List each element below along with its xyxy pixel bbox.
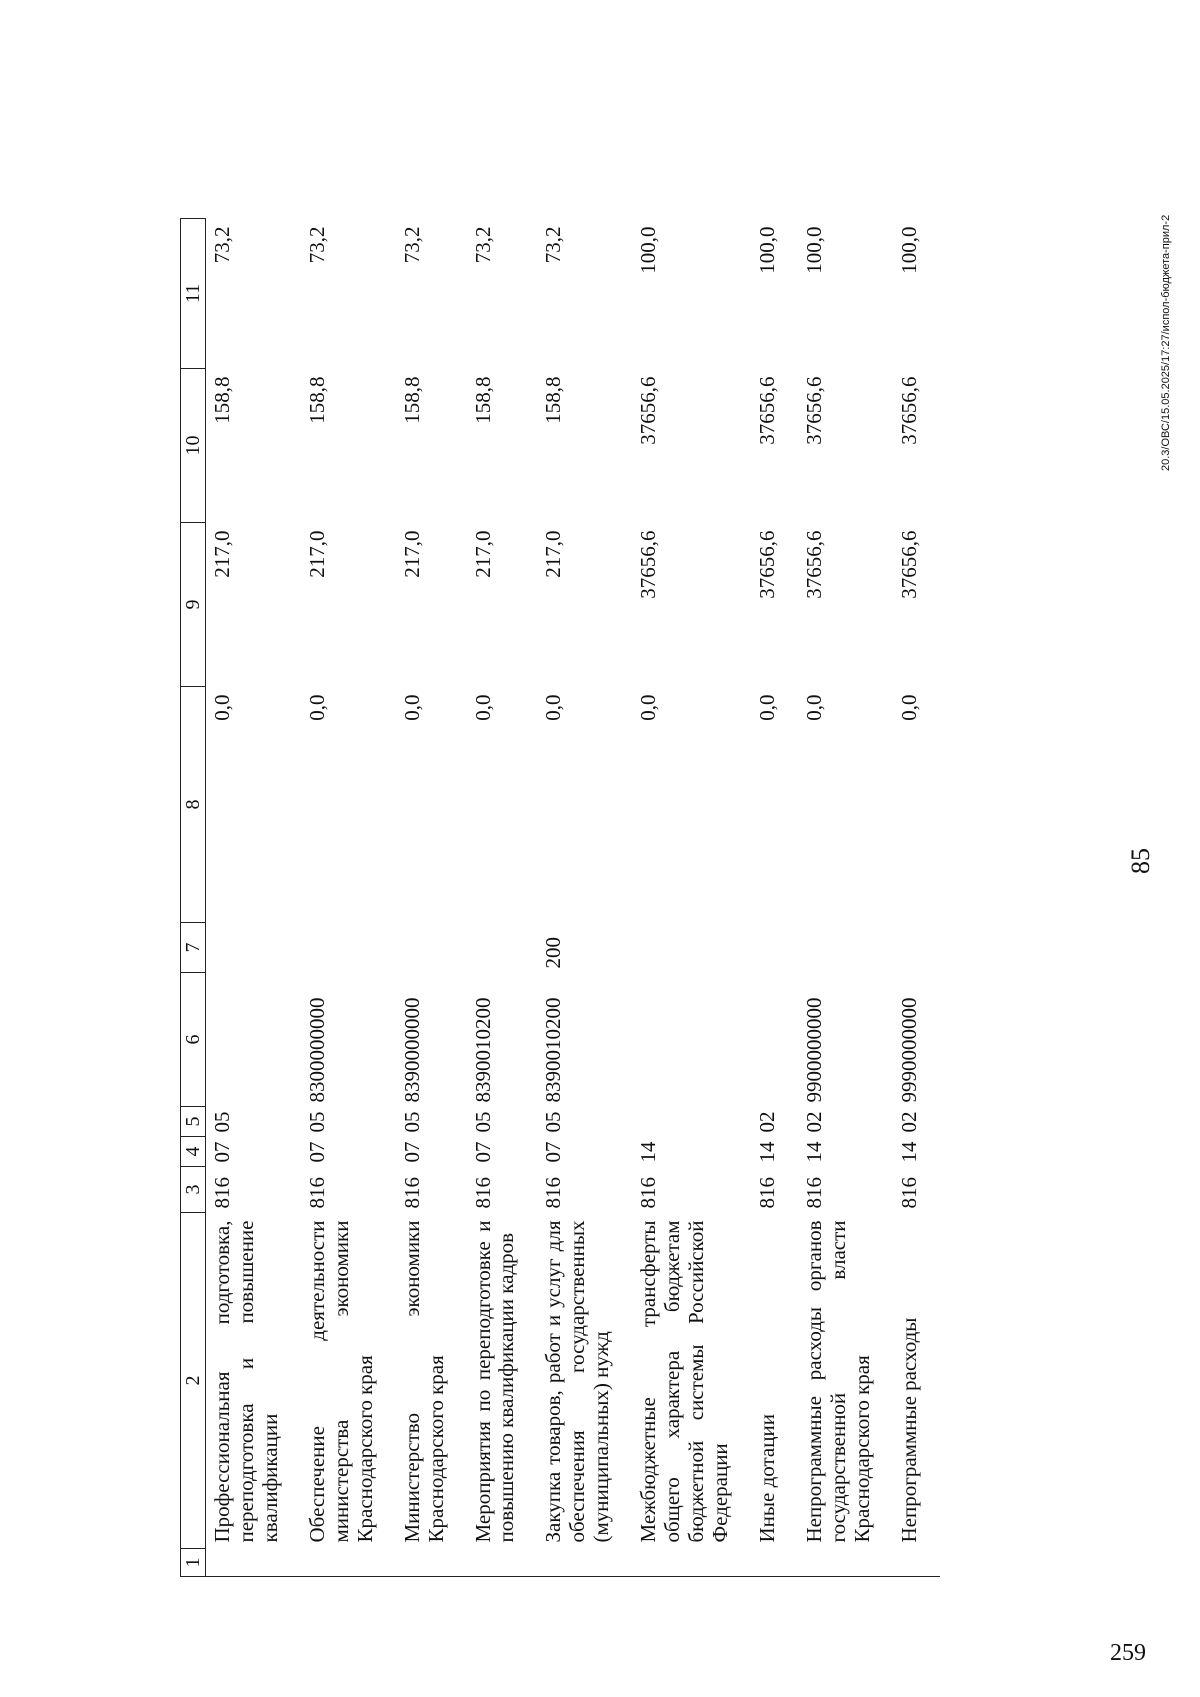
- approved-cell: 0,0: [896, 694, 921, 721]
- subsection-cell: 05: [399, 1111, 424, 1133]
- column-header-9: 9: [181, 523, 206, 687]
- plan-cell: 217,0: [470, 530, 495, 578]
- plan-cell: 37656,6: [896, 530, 921, 599]
- name-cell: Министерство экономики Краснодарского края: [399, 1220, 448, 1543]
- section-cell: 07: [210, 1141, 234, 1163]
- table-row: [467, 219, 538, 1577]
- table-row: [751, 219, 798, 1577]
- executed-cell: 37656,6: [636, 376, 661, 445]
- name-cell: Иные дотации: [754, 1414, 779, 1543]
- plan-cell: 217,0: [210, 530, 234, 578]
- ministry-code-cell: 816: [210, 1177, 234, 1209]
- executed-cell: 158,8: [470, 376, 495, 424]
- target-article-cell: 8390010200: [470, 997, 495, 1103]
- ministry-code-cell: 816: [304, 1177, 329, 1209]
- subsection-cell: [632, 1107, 751, 1137]
- target-article-cell: 9900000000: [801, 997, 826, 1103]
- section-cell: 07: [470, 1141, 495, 1163]
- approved-cell: 0,0: [210, 694, 234, 721]
- name-cell: Непрограммные расходы: [896, 1317, 921, 1543]
- expense-type-cell: [632, 923, 751, 973]
- executed-cell: 158,8: [304, 376, 329, 424]
- table-row: [396, 219, 467, 1577]
- row-number-cell: [893, 1549, 940, 1577]
- target-article-cell: [751, 973, 798, 1107]
- name-cell: Непрограммные расходы органов государственной власти Краснодарского края: [801, 1220, 874, 1543]
- approved-cell: 0,0: [636, 694, 661, 721]
- column-header-11: 11: [181, 219, 206, 369]
- column-header-2: 2: [181, 1213, 206, 1549]
- subsection-cell: 05: [541, 1111, 566, 1133]
- ministry-code-cell: 816: [470, 1177, 495, 1209]
- name-cell: Межбюджетные трансферты общего характера бюджетам бюджетной системы Российской Федерации: [636, 1220, 732, 1543]
- row-number-cell: [396, 1549, 467, 1577]
- ministry-code-cell: 816: [801, 1177, 826, 1209]
- column-header-6: 6: [181, 973, 206, 1107]
- table-row: [537, 219, 632, 1577]
- document-code: 20.3/ОВС/15.05.2025/17:27/испол-бюджета-прил-2: [1160, 214, 1172, 471]
- plan-cell: 217,0: [304, 530, 329, 578]
- column-header-10: 10: [181, 369, 206, 523]
- plan-cell: 217,0: [541, 530, 566, 578]
- percent-cell: 100,0: [896, 226, 921, 274]
- column-header-1: 1: [181, 1549, 206, 1577]
- subsection-cell: 05: [304, 1111, 329, 1133]
- ministry-code-cell: 816: [636, 1177, 661, 1209]
- table-row: [206, 219, 301, 1577]
- ministry-code-cell: 816: [896, 1177, 921, 1209]
- row-number-cell: [301, 1549, 396, 1577]
- table-row: [798, 219, 893, 1577]
- section-cell: 14: [754, 1141, 779, 1163]
- approved-cell: 0,0: [801, 694, 826, 721]
- column-header-3: 3: [181, 1167, 206, 1213]
- percent-cell: 100,0: [801, 226, 826, 274]
- sheet-number: 259: [1110, 1640, 1146, 1666]
- budget-table: [180, 218, 940, 1577]
- name-cell: Закупка товаров, работ и услуг для обеспечения государственных (муниципальных) нужд: [541, 1220, 614, 1543]
- name-cell: Мероприятия по переподготовке и повышению квалификации кадров: [470, 1220, 519, 1543]
- target-article-cell: 9990000000: [896, 997, 921, 1103]
- subsection-cell: 05: [470, 1111, 495, 1133]
- row-number-cell: [537, 1549, 632, 1577]
- section-cell: 07: [541, 1141, 566, 1163]
- page-number: 85: [1126, 848, 1155, 874]
- target-article-cell: 8390010200: [541, 997, 566, 1103]
- expense-type-cell: [396, 923, 467, 973]
- executed-cell: 37656,6: [801, 376, 826, 445]
- row-number-cell: [632, 1549, 751, 1577]
- percent-cell: 100,0: [636, 226, 661, 274]
- section-cell: 14: [801, 1141, 826, 1163]
- expense-type-cell: [751, 923, 798, 973]
- executed-cell: 37656,6: [896, 376, 921, 445]
- expense-type-cell: [893, 923, 940, 973]
- column-header-7: 7: [181, 923, 206, 973]
- executed-cell: 158,8: [541, 376, 566, 424]
- section-cell: 14: [636, 1141, 661, 1163]
- plan-cell: 37656,6: [754, 530, 779, 599]
- executed-cell: 158,8: [399, 376, 424, 424]
- table-body: [206, 219, 940, 1577]
- approved-cell: 0,0: [754, 694, 779, 721]
- column-header-8: 8: [181, 687, 206, 923]
- approved-cell: 0,0: [470, 694, 495, 721]
- expense-type-cell: [798, 923, 893, 973]
- expense-type-cell: [206, 923, 301, 973]
- subsection-cell: 02: [801, 1111, 826, 1133]
- executed-cell: 37656,6: [754, 376, 779, 445]
- percent-cell: 73,2: [399, 226, 424, 264]
- target-article-cell: [206, 973, 301, 1107]
- ministry-code-cell: 816: [754, 1177, 779, 1209]
- plan-cell: 217,0: [399, 530, 424, 578]
- approved-cell: 0,0: [304, 694, 329, 721]
- subsection-cell: 02: [896, 1111, 921, 1133]
- section-cell: 07: [399, 1141, 424, 1163]
- plan-cell: 37656,6: [636, 530, 661, 599]
- expense-type-cell: 200: [541, 937, 566, 969]
- name-cell: Обеспечение деятельности министерства экономики Краснодарского края: [304, 1220, 377, 1543]
- row-number-cell: [798, 1549, 893, 1577]
- name-cell: Профессиональная подготовка, переподготовка и повышение квалификации: [210, 1220, 282, 1543]
- section-cell: 07: [304, 1141, 329, 1163]
- row-number-cell: [206, 1549, 301, 1577]
- table-row: [301, 219, 396, 1577]
- column-header-5: 5: [181, 1107, 206, 1137]
- executed-cell: 158,8: [210, 376, 234, 424]
- expense-type-cell: [301, 923, 396, 973]
- percent-cell: 100,0: [754, 226, 779, 274]
- approved-cell: 0,0: [399, 694, 424, 721]
- section-cell: 14: [896, 1141, 921, 1163]
- ministry-code-cell: 816: [541, 1177, 566, 1209]
- target-article-cell: 8300000000: [304, 997, 329, 1103]
- header-row: [181, 219, 206, 1577]
- plan-cell: 37656,6: [801, 530, 826, 599]
- column-header-4: 4: [181, 1137, 206, 1167]
- row-number-cell: [751, 1549, 798, 1577]
- percent-cell: 73,2: [304, 226, 329, 264]
- percent-cell: 73,2: [210, 226, 234, 264]
- ministry-code-cell: 816: [399, 1177, 424, 1209]
- percent-cell: 73,2: [470, 226, 495, 264]
- approved-cell: 0,0: [541, 694, 566, 721]
- table-row: [632, 219, 751, 1577]
- percent-cell: 73,2: [541, 226, 566, 264]
- target-article-cell: 8390000000: [399, 997, 424, 1103]
- expense-type-cell: [467, 923, 538, 973]
- subsection-cell: 02: [754, 1111, 779, 1133]
- row-number-cell: [467, 1549, 538, 1577]
- table-row: [893, 219, 940, 1577]
- subsection-cell: 05: [210, 1111, 234, 1133]
- target-article-cell: [632, 973, 751, 1107]
